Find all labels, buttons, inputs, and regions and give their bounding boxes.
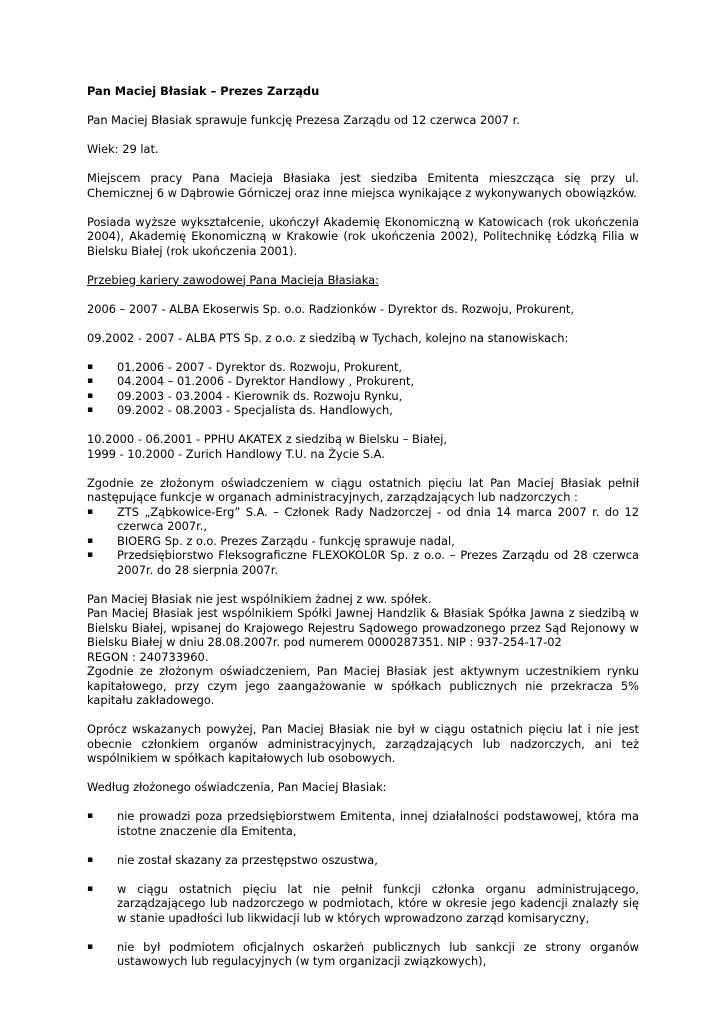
career-earlier	[87, 432, 639, 461]
list-item: ▪ nie prowadzi poza przedsiębiorstwem Emitenta, innej działalności podstawowej, która ma istotne znaczenie dla Emitenta,	[87, 809, 639, 838]
career-positions-list	[87, 360, 639, 418]
list-item: ▪ 09.2002 - 08.2003 - Specjalista ds. Handlowych,	[87, 403, 639, 418]
list-item: ▪ Przedsiębiorstwo Fleksograficzne FLEXOKOL0R Sp. z o.o. – Prezes Zarządu od 28 czerwca 2007r. do 28 sierpnia 2007r.	[87, 548, 639, 577]
document-page	[87, 84, 639, 983]
list-item: ▪ 09.2003 - 03.2004 - Kierownik ds. Rozwoju Rynku,	[87, 389, 639, 404]
paragraph-partner-2: Pan Maciej Błasiak jest wspólnikiem Spółki Jawnej Handzlik & Błasiak Spółka Jawna z siedzibą w Bielsku Białej, wpisanej do Krajowego Rejestru Sądowego prowadzonego przez Sąd Rejonowy w Bielsku Białej w dniu 28.08.2007r. pod numerem 0000287351. NIP : 937-254-17-02	[87, 606, 639, 649]
paragraph-workplace: Miejscem pracy Pana Macieja Błasiaka jest siedziba Emitenta mieszcząca się przy ul. Chemicznej 6 w Dąbrowie Górniczej oraz inne miejsca wynikające z wykonywanych obowiązków.	[87, 171, 639, 200]
functions-section	[87, 476, 639, 578]
career-heading: Przebieg kariery zawodowej Pana Macieja Błasiaka:	[87, 272, 379, 287]
paragraph-partner-1: Pan Maciej Błasiak nie jest wspólnikiem żadnej z ww. spółek.	[87, 591, 432, 606]
declarations-list	[87, 809, 639, 969]
list-item: ▪ nie był podmiotem oficjalnych oskarżeń publicznych lub sankcji ze strony organów ustawowych lub regulacyjnych (w tym organizacji związkowych),	[87, 940, 639, 969]
list-item: ▪ BIOERG Sp. z o.o. Prezes Zarządu - funkcję sprawuje nadal,	[87, 534, 639, 549]
list-item: ▪ 04.2004 – 01.2006 - Dyrektor Handlowy , Prokurent,	[87, 374, 639, 389]
career-entry-1: 2006 – 2007 - ALBA Ekoserwis Sp. o.o. Radzionków - Dyrektor ds. Rozwoju, Prokurent,	[87, 301, 575, 316]
list-item: ▪ w ciągu ostatnich pięciu lat nie pełnił funkcji członka organu administrującego, zarządzającego lub nadzorczego w podmiotach, które w okresie jego kadencji znalazły się w stanie upadłości lub likwidacji lub w których wprowadzono zarząd komisaryczny,	[87, 882, 639, 926]
paragraph-education: Posiada wyższe wykształcenie, ukończył Akademię Ekonomiczną w Katowicach (rok ukończenia 2004), Akademię Ekonomiczną w Krakowie (rok ukończenia 2002), Politechnikę Łódzką Filia w Bielsku Białej (rok ukończenia 2001).	[87, 214, 639, 258]
functions-list	[87, 505, 639, 578]
paragraph-functions-intro: Zgodnie ze złożonym oświadczeniem w ciągu ostatnich pięciu lat Pan Maciej Błasiak pełnił następujące funkcje w organach administracyjnych, zarządzających lub nadzorczych :	[87, 475, 639, 504]
list-item: ▪ 01.2006 - 2007 - Dyrektor ds. Rozwoju, Prokurent,	[87, 360, 639, 375]
partnership-section	[87, 592, 639, 708]
paragraph-declaration: Według złożonego oświadczenia, Pan Maciej Błasiak:	[87, 780, 387, 794]
list-item: ▪ ZTS „Ząbkowice-Erg” S.A. – Członek Rady Nadzorczej - od dnia 14 marca 2007 r. do 12 czerwca 2007r.,	[87, 505, 639, 534]
career-entry-4: 1999 - 10.2000 - Zurich Handlowy T.U. na Życie S.A.	[87, 446, 385, 461]
career-entry-2: 09.2002 - 2007 - ALBA PTS Sp. z o.o. z siedzibą w Tychach, kolejno na stanowiskach:	[87, 330, 569, 345]
list-item: ▪ nie został skazany za przestępstwo oszustwa,	[87, 853, 639, 868]
career-entry-3: 10.2000 - 06.2001 - PPHU AKATEX z siedzibą w Bielsku – Białej,	[87, 432, 448, 446]
document-title: Pan Maciej Błasiak – Prezes Zarządu	[87, 84, 320, 98]
paragraph-other: Oprócz wskazanych powyżej, Pan Maciej Błasiak nie był w ciągu ostatnich pięciu lat i nie jest obecnie członkiem organów administracyjnych, zarządzających lub nadzorczych, ani też wspólnikiem w spółkach kapitałowych lub osobowych.	[87, 722, 639, 765]
paragraph-function: Pan Maciej Błasiak sprawuje funkcję Prezesa Zarządu od 12 czerwca 2007 r.	[87, 113, 520, 127]
paragraph-partner-regon: REGON : 240733960.	[87, 649, 209, 664]
paragraph-partner-4: Zgodnie ze złożonym oświadczeniem, Pan Maciej Błasiak jest aktywnym uczestnikiem rynku kapitałowego, przy czym jego zaangażowanie w spółkach publicznych nie przekracza 5% kapitału zakładowego.	[87, 664, 639, 707]
paragraph-age: Wiek: 29 lat.	[87, 142, 159, 156]
